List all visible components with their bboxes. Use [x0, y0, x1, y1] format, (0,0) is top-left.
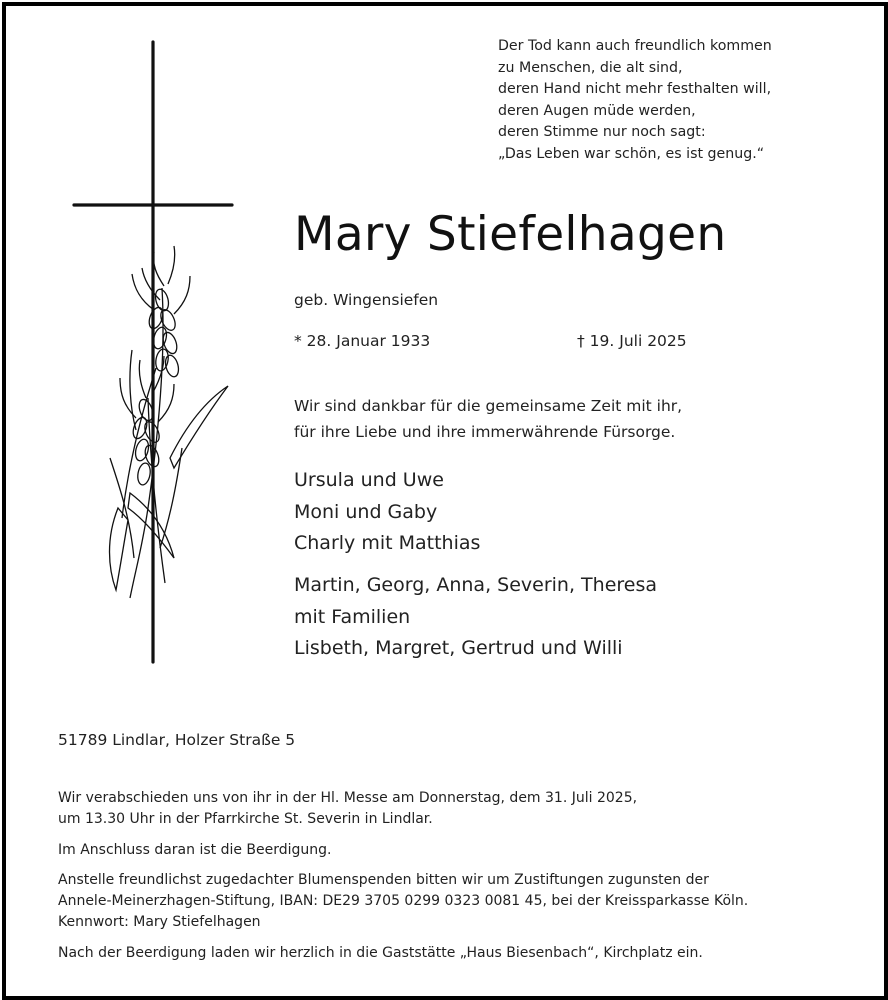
birth-date: * 28. Januar 1933	[294, 332, 431, 350]
address: 51789 Lindlar, Holzer Straße 5	[58, 731, 296, 749]
cross-with-wheat-icon	[70, 38, 240, 666]
donation-notice	[58, 870, 748, 933]
family-line: Martin, Georg, Anna, Severin, Theresa	[294, 574, 658, 596]
family-line: Charly mit Matthias	[294, 532, 481, 554]
family-line: Ursula und Uwe	[294, 469, 444, 491]
poem	[498, 36, 788, 166]
mass-notice	[58, 788, 637, 830]
thanks-text	[294, 393, 682, 445]
poem-line: deren Stimme nur noch sagt:	[498, 124, 706, 141]
poem-line: „Das Leben war schön, es ist genug.“	[498, 145, 765, 162]
family-line: Moni und Gaby	[294, 500, 438, 523]
notice-line: Kennwort: Mary Stiefelhagen	[58, 914, 261, 930]
deceased-name: Mary Stiefelhagen	[294, 207, 727, 262]
notice-line: um 13.30 Uhr in der Pfarrkirche St. Severin in Lindlar.	[58, 811, 433, 827]
burial-notice: Im Anschluss daran ist die Beerdigung.	[58, 842, 332, 858]
family-group-2	[294, 570, 657, 665]
thanks-line: für ihre Liebe und ihre immerwährende Fürsorge.	[294, 423, 676, 441]
notice-line: Annele-Meinerzhagen-Stiftung, IBAN: DE29 3705 0299 0323 0081 45, bei der Kreissparkasse Köln.	[58, 893, 749, 909]
poem-line: Der Tod kann auch freundlich kommen	[498, 38, 772, 54]
family-line: mit Familien	[294, 605, 411, 628]
family-group-1	[294, 465, 480, 560]
birth-name: geb. Wingensiefen	[294, 291, 439, 309]
notice-line: Anstelle freundlichst zugedachter Blumenspenden bitten wir um Zustiftungen zugunsten der	[58, 872, 709, 888]
poem-line: deren Augen müde werden,	[498, 102, 696, 119]
family-line: Lisbeth, Margret, Gertrud und Willi	[294, 637, 623, 659]
poem-line: zu Menschen, die alt sind,	[498, 59, 683, 76]
notice-line: Wir verabschieden uns von ihr in der Hl. Messe am Donnerstag, dem 31. Juli 2025,	[58, 790, 638, 806]
invitation-notice: Nach der Beerdigung laden wir herzlich in die Gaststätte „Haus Biesenbach“, Kirchplatz ein.	[58, 945, 703, 961]
poem-line: deren Hand nicht mehr festhalten will,	[498, 81, 772, 98]
death-date: † 19. Juli 2025	[577, 332, 687, 350]
thanks-line: Wir sind dankbar für die gemeinsame Zeit mit ihr,	[294, 397, 683, 415]
